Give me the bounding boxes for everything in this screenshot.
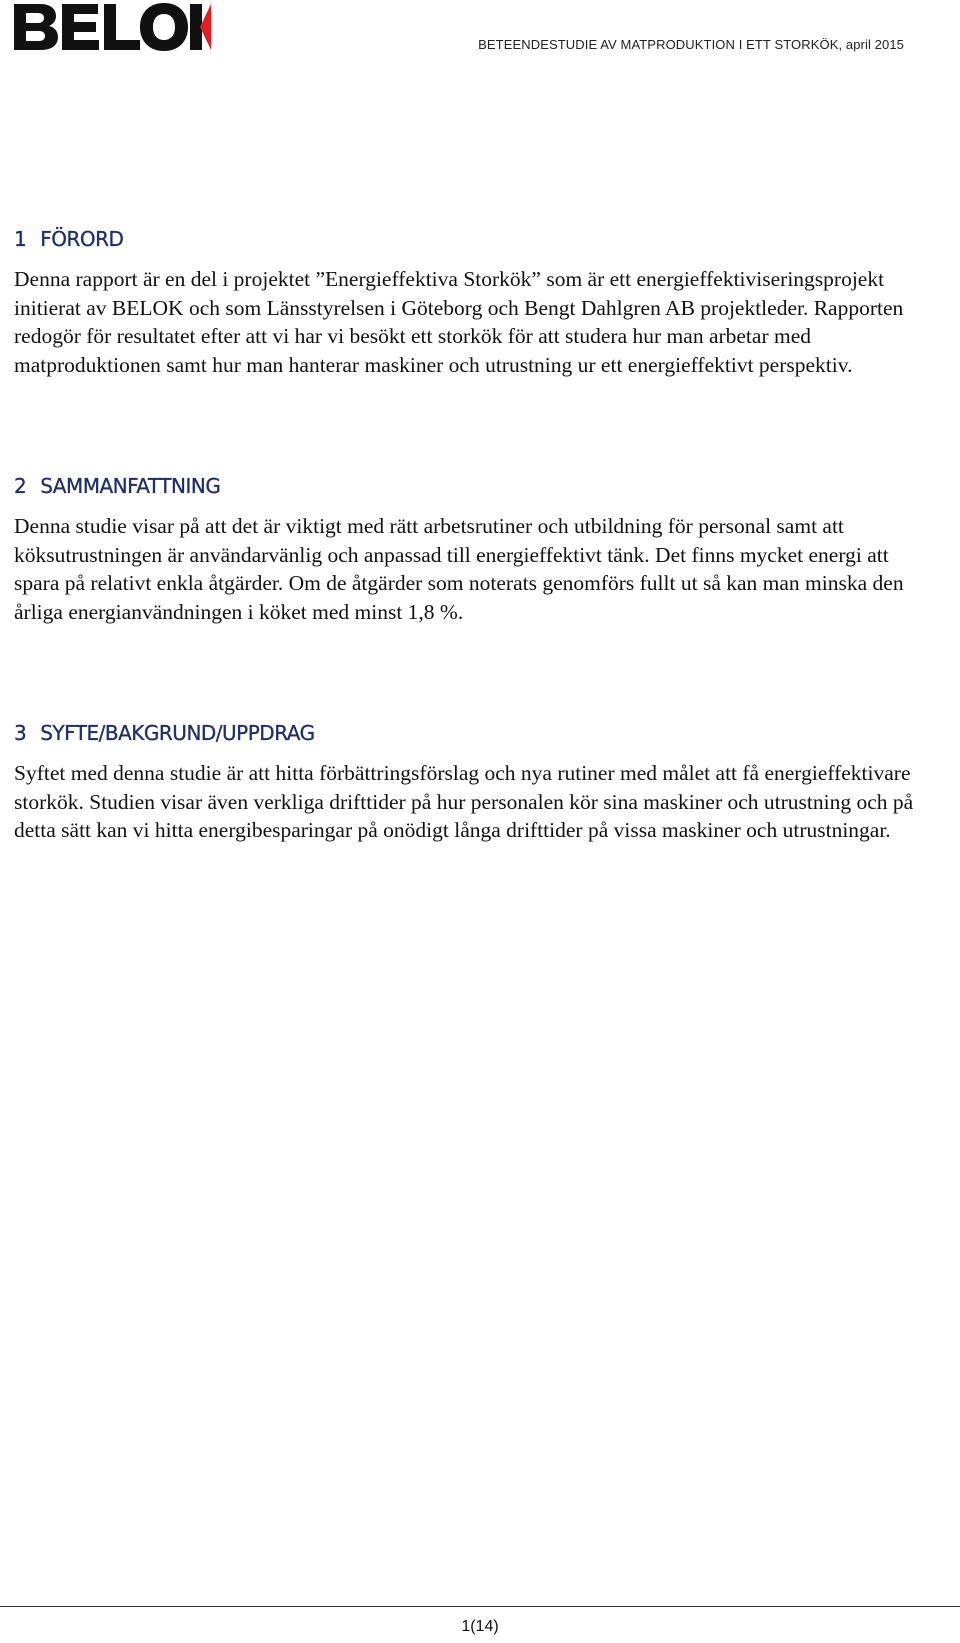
section-title: SAMMANFATTNING — [40, 474, 221, 498]
section-sammanfattning — [14, 474, 914, 626]
section-heading — [14, 474, 914, 498]
footer-divider — [0, 1606, 960, 1607]
section-body: Syftet med denna studie är att hitta förbättringsförslag och nya rutiner med målet att få energieffektivare storkök. Studien visar även verkliga drifttider på hur personalen kör sina maskiner och utrustning och på detta sätt kan vi hitta energibesparingar på onödigt långa drifttider på vissa maskiner och utrustningar. — [14, 761, 914, 842]
section-forord — [14, 227, 914, 379]
section-heading — [14, 227, 914, 251]
section-title: FÖRORD — [40, 227, 124, 251]
document-header-title: BETEENDESTUDIE AV MATPRODUKTION I ETT STORKÖK, april 2015 — [478, 37, 904, 52]
section-body: Denna rapport är en del i projektet ”Energieffektiva Storkök” som är ett energieffektiviseringsprojekt initierat av BELOK och som Länsstyrelsen i Göteborg och Bengt Dahlgren AB projektleder. Rapporten redogör för resultatet efter att vi har vi besökt ett storkök för att studera hur man arbetar med matproduktionen samt hur man hanterar maskiner och utrustning ur ett energieffektivt perspektiv. — [14, 267, 904, 377]
section-title: SYFTE/BAKGRUND/UPPDRAG — [40, 721, 315, 745]
section-number: 2 — [14, 474, 27, 498]
page-number: 1(14) — [461, 1618, 499, 1635]
section-heading — [14, 721, 914, 745]
section-number: 1 — [14, 227, 27, 251]
section-syfte — [14, 721, 914, 845]
section-number: 3 — [14, 721, 27, 745]
belok-logo — [12, 0, 212, 56]
section-body: Denna studie visar på att det är viktigt med rätt arbetsrutiner och utbildning för personal samt att köksutrustningen är användarvänlig och anpassad till energieffektivt tänk. Det finns mycket energi att spara på relativt enkla åtgärder. Om de åtgärder som noterats genomförs fullt ut så kan man minska den årliga energianvändningen i köket med minst 1,8 %. — [14, 514, 904, 624]
